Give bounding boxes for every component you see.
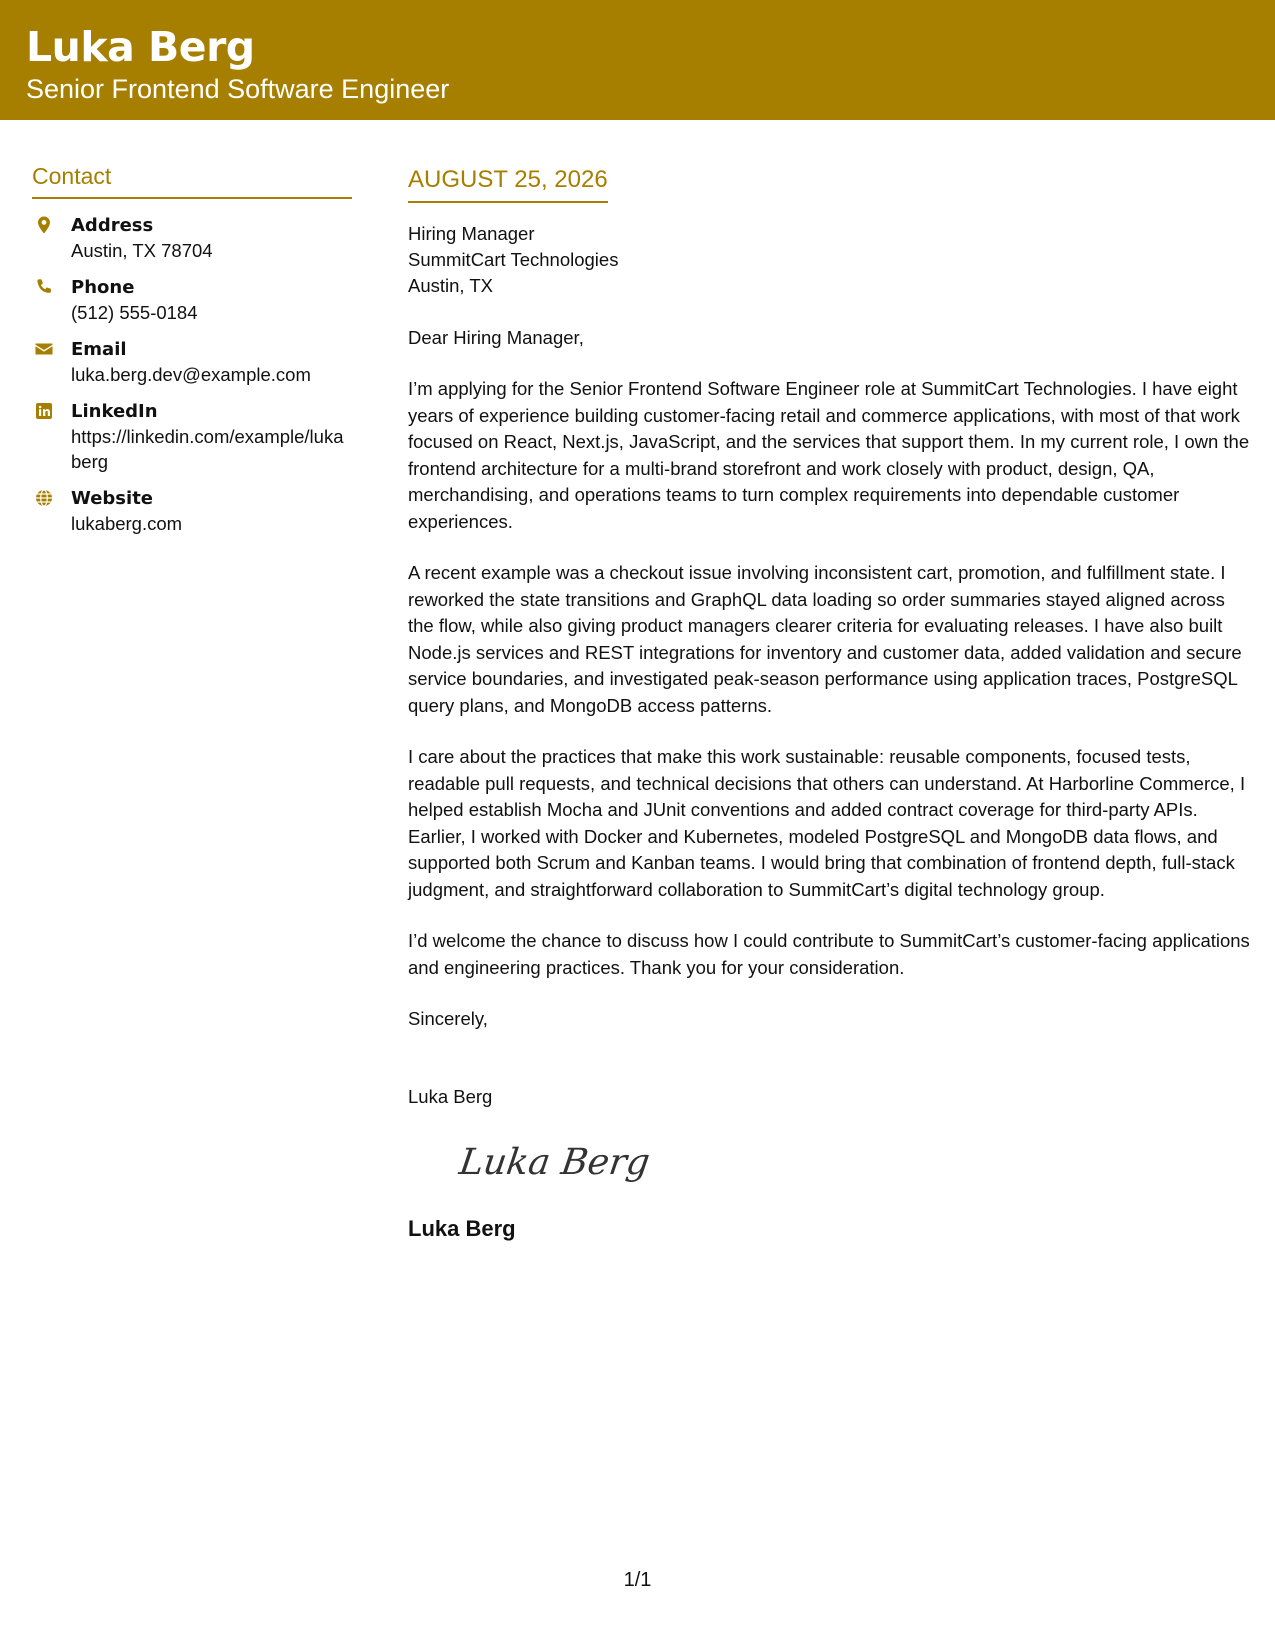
recipient-block	[408, 221, 1253, 299]
linkedin-icon	[34, 401, 54, 421]
linkedin-label: LinkedIn	[71, 400, 158, 422]
contact-sidebar	[32, 163, 352, 548]
email-label: Email	[71, 338, 127, 360]
recipient-line: Hiring Manager	[408, 222, 535, 244]
contact-item-address	[32, 213, 352, 263]
website-label: Website	[71, 487, 154, 509]
recipient-line: Austin, TX	[408, 274, 494, 296]
recipient-line: SummitCart Technologies	[408, 248, 619, 270]
address-value: Austin, TX 78704	[71, 239, 213, 261]
printed-name: Luka Berg	[408, 1216, 516, 1242]
envelope-icon	[34, 339, 54, 359]
applicant-title: Senior Frontend Software Engineer	[26, 74, 450, 104]
page-number: 1/1	[623, 1569, 652, 1591]
phone-icon	[34, 277, 54, 297]
letter-paragraph: I’d welcome the chance to discuss how I could contribute to SummitCart’s customer-facing applications and engineering practices. Thank you for your consideration.	[408, 930, 1250, 978]
applicant-name: Luka Berg	[26, 23, 255, 71]
letter-body	[408, 166, 1253, 1243]
phone-label: Phone	[71, 276, 135, 298]
signature-text: Luka Berg	[456, 1140, 653, 1184]
website-value[interactable]: lukaberg.com	[71, 512, 183, 534]
contact-item-website	[32, 486, 352, 536]
typed-name: Luka Berg	[408, 1085, 493, 1107]
contact-item-phone	[32, 275, 352, 325]
globe-icon	[34, 488, 54, 508]
contact-item-linkedin	[32, 399, 352, 474]
phone-value: (512) 555-0184	[71, 301, 198, 323]
address-label: Address	[71, 214, 154, 236]
linkedin-value[interactable]: https://linkedin.com/example/lukaberg	[71, 425, 344, 472]
email-value[interactable]: luka.berg.dev@example.com	[71, 363, 311, 385]
letter-paragraph: A recent example was a checkout issue involving inconsistent cart, promotion, and fulfillment state. I reworked the state transitions and GraphQL data loading so order summaries stayed aligned across the flow, while also giving product managers clearer criteria for evaluating releases. I have also built Node.js services and REST integrations for inventory and customer data, added validation and secure service boundaries, and investigated peak-season performance using application traces, PostgreSQL query plans, and MongoDB access patterns.	[408, 562, 1242, 716]
letter-date: AUGUST 25, 2026	[408, 166, 608, 203]
letter-paragraph: I’m applying for the Senior Frontend Software Engineer role at SummitCart Technologies. I have eight years of experience building customer-facing retail and commerce applications, with most of that work focused on React, Next.js, JavaScript, and the services that support them. In my current role, I own the frontend architecture for a multi-brand storefront and work closely with product, design, QA, merchandising, and operations teams to turn complex requirements into dependable customer experiences.	[408, 378, 1250, 532]
letter-paragraph: I care about the practices that make this work sustainable: reusable components, focused tests, readable pull requests, and technical decisions that others can understand. At Harborline Commerce, I helped establish Mocha and JUnit conventions and added contract coverage for third-party APIs. Earlier, I worked with Docker and Kubernetes, modeled PostgreSQL and MongoDB data flows, and supported both Scrum and Kanban teams. I would bring that combination of frontend depth, full-stack judgment, and straightforward collaboration to SummitCart’s digital technology group.	[408, 746, 1246, 900]
closing: Sincerely,	[408, 1008, 488, 1030]
contact-section-title: Contact	[32, 163, 352, 199]
map-pin-icon	[34, 215, 54, 235]
handwritten-signature	[454, 1132, 1253, 1202]
contact-item-email	[32, 337, 352, 387]
salutation: Dear Hiring Manager,	[408, 326, 584, 348]
header-banner	[0, 0, 1275, 120]
